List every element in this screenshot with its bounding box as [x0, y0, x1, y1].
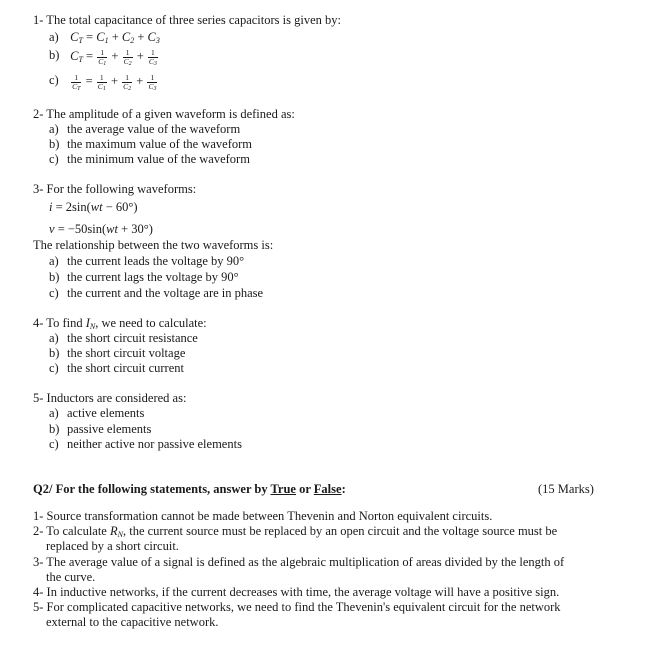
statement-3: 3- The average value of a signal is defined as the algebraic multiplication of areas divided by the length of [33, 555, 565, 569]
section2-true-word: True [270, 482, 296, 496]
q4-option-b-letter: b) [49, 346, 60, 360]
statement-2: 2- To calculate $R_N$, the current source must be replaced by an open circuit and the voltage source must be [33, 524, 558, 539]
q3-option-c-letter: c) [49, 286, 59, 300]
q1-option-b [49, 44, 159, 66]
q4-option-c-text: the short circuit current [67, 361, 184, 375]
section2-marks: (15 Marks) [538, 482, 594, 496]
statement-5: 5- For complicated capacitive networks, we need to find the Thevenin's equivalent circuit for the network [33, 600, 561, 614]
q4-option-b-text: the short circuit voltage [67, 346, 186, 360]
q4-option-b [49, 346, 185, 360]
q1-option-a-formula: $C_T = C_1 + C_2 + C_3$ [70, 30, 160, 45]
section2-heading [33, 482, 346, 496]
q3-stem: 3- For the following waveforms: [33, 182, 197, 196]
q2-option-a [49, 122, 240, 136]
q3-option-a-letter: a) [49, 254, 59, 268]
q5-option-c-text: neither active nor passive elements [67, 437, 242, 451]
q4-option-a-text: the short circuit resistance [67, 331, 198, 345]
q2-option-b-letter: b) [49, 137, 60, 151]
q5-option-a-text: active elements [67, 406, 145, 420]
q4-option-a-letter: a) [49, 331, 59, 345]
q3-option-c-text: the current and the voltage are in phase [67, 286, 264, 300]
q1-option-c [49, 68, 158, 92]
q2-stem: 2- The amplitude of a given waveform is defined as: [33, 107, 295, 121]
q1-option-a-letter: a) [49, 30, 59, 44]
statement-1: 1- Source transformation cannot be made between Thevenin and Norton equivalent circuits. [33, 509, 493, 523]
q4-option-c-letter: c) [49, 361, 59, 375]
q3-option-b-text: the current lags the voltage by 90° [67, 270, 239, 284]
q3-option-b [49, 270, 239, 284]
q4-option-a [49, 331, 198, 345]
q5-option-b-text: passive elements [67, 422, 152, 436]
q3-option-a-text: the current leads the voltage by 90° [67, 254, 245, 268]
q3-option-b-letter: b) [49, 270, 60, 284]
statement-3-cont: the curve. [46, 570, 96, 584]
q3-relation: The relationship between the two waveforms is: [33, 238, 274, 252]
statement-2-cont: replaced by a short circuit. [46, 539, 179, 553]
q2-option-c-text: the minimum value of the waveform [67, 152, 250, 166]
statement-4: 4- In inductive networks, if the current decreases with time, the average voltage will have a positive sign. [33, 585, 560, 599]
q1-option-a [49, 30, 160, 44]
statement-5-cont: external to the capacitive network. [46, 615, 219, 629]
q5-option-a [49, 406, 144, 420]
q5-option-b [49, 422, 151, 436]
q3-equation-voltage: v = −50sin(wt + 30°) [49, 222, 153, 236]
q3-equation-current: i = 2sin(wt − 60°) [49, 200, 138, 214]
q1-option-b-letter: b) [49, 48, 60, 62]
q2-option-b-text: the maximum value of the waveform [67, 137, 253, 151]
section2-false-word: False [313, 482, 342, 496]
q2-option-b [49, 137, 252, 151]
q2-option-c [49, 152, 250, 166]
q1-option-c-formula: $\frac{1}{C_T}$ = $\frac{1}{C_1}$ + $\frac{1}{C_2}$ + $\frac{1}{C_3}$ [72, 72, 157, 92]
q4-option-c [49, 361, 184, 375]
section2-heading-prefix: Q2/ For the following statements, answer by [33, 482, 271, 496]
q5-option-c [49, 437, 242, 451]
q1-stem: 1- The total capacitance of three series capacitors is given by: [33, 13, 341, 27]
q3-option-c [49, 286, 263, 300]
q2-option-c-letter: c) [49, 152, 59, 166]
q4-stem: 4- To find $I_N$, we need to calculate: [33, 316, 207, 331]
q5-option-a-letter: a) [49, 406, 59, 420]
q3-option-a [49, 254, 244, 268]
q2-option-a-text: the average value of the waveform [67, 122, 241, 136]
q1-option-b-formula: $C_T$ = $\frac{1}{C_1}$ + $\frac{1}{C_2}$ + $\frac{1}{C_3}$ [70, 47, 157, 67]
section2-colon: : [341, 482, 346, 496]
section2-or-word: or [295, 482, 314, 496]
q5-stem: 5- Inductors are considered as: [33, 391, 187, 405]
q5-option-b-letter: b) [49, 422, 60, 436]
q5-option-c-letter: c) [49, 437, 59, 451]
q2-option-a-letter: a) [49, 122, 59, 136]
q1-option-c-letter: c) [49, 73, 59, 87]
